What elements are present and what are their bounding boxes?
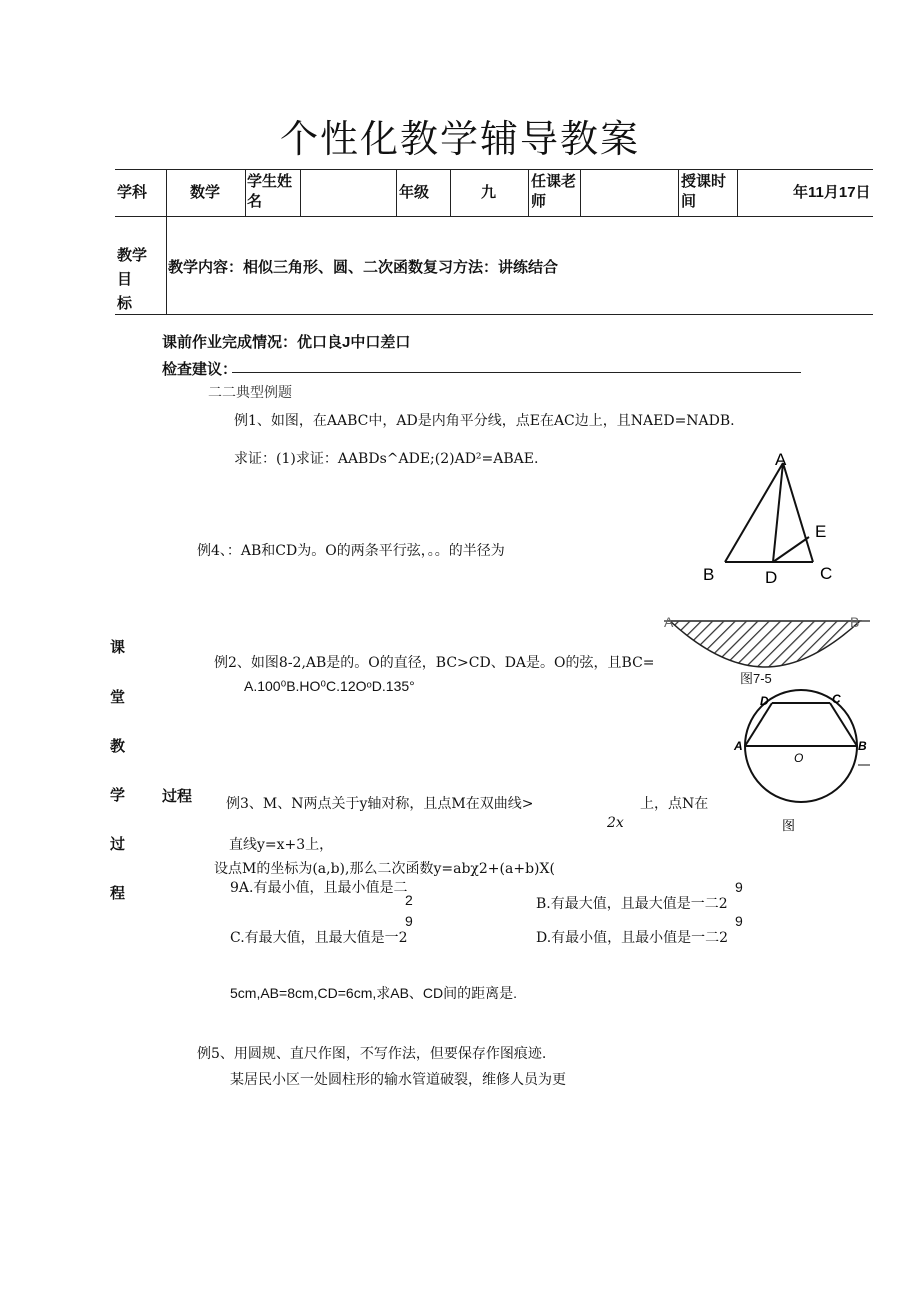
class-time-label-line2: 间 bbox=[681, 193, 697, 210]
example-5-line1: 例5、用圆规、直尺作图，不写作法，但要保存作图痕迹. bbox=[197, 1046, 547, 1062]
triangle-label-d: D bbox=[765, 568, 778, 587]
option-b-numerator: 9 bbox=[735, 879, 743, 895]
example-3-line3: 设点M的坐标为(a,b),那么二次函数y=abχ2+(a+b)X( bbox=[214, 861, 555, 877]
goal-content: 教学内容：相似三角形、圆、二次函数复习方法：讲练结合 bbox=[168, 259, 559, 276]
table-top-border bbox=[115, 169, 873, 170]
example-2-options: A.100⁰B.HO⁰C.12OᵒD.135° bbox=[244, 678, 415, 694]
goal-label-line1: 教学 bbox=[117, 247, 148, 264]
option-d: D.有最小值，且最小值是一二2 bbox=[536, 930, 729, 946]
goal-label-line2: 目 bbox=[117, 271, 133, 288]
example-3-line2: 直线y=x+3上， bbox=[229, 837, 334, 853]
example-4-line1: 例4、：AB和CD为。O的两条平行弦，。。的半径为 bbox=[197, 543, 505, 559]
circle-caption: 图 bbox=[782, 818, 796, 833]
pipe-label-a: A bbox=[664, 614, 674, 630]
table-row-divider bbox=[115, 216, 873, 217]
table-bottom-border bbox=[115, 314, 873, 315]
check-suggestion-underline bbox=[232, 372, 801, 373]
homework-status: 课前作业完成情况：优口良J中口差口 bbox=[162, 334, 411, 351]
example-1-line2: 求证：(1)求证：AABDs^ADE;(2)AD²=ABAE. bbox=[234, 451, 539, 467]
table-col-divider bbox=[678, 169, 679, 216]
table-col-divider bbox=[245, 169, 246, 216]
class-time-label bbox=[681, 172, 726, 212]
circle-label-a: A bbox=[734, 739, 743, 753]
example-1-line1: 例1、如图，在AABC中，AD是内角平分线，点E在AC边上，且NAED=NADB. bbox=[234, 413, 735, 429]
option-c-numerator: 9 bbox=[405, 913, 413, 929]
circle-label-b: B bbox=[858, 739, 867, 753]
triangle-figure bbox=[695, 445, 845, 590]
student-name-label-line2: 名 bbox=[247, 193, 263, 210]
side-char-5: 过 bbox=[110, 836, 126, 853]
side-char-4: 学 bbox=[110, 787, 126, 804]
teacher-label-line2: 师 bbox=[531, 193, 547, 210]
option-c: C.有最大值，且最大值是一2 bbox=[230, 930, 408, 946]
example-5-line2: 某居民小区一处圆柱形的输水管道破裂，维修人员为更 bbox=[230, 1072, 566, 1088]
side-char-2: 堂 bbox=[110, 689, 126, 706]
example-3-line1: 例3、M、N两点关于y轴对称，且点M在双曲线> bbox=[226, 796, 534, 812]
table-col-divider bbox=[580, 169, 581, 216]
class-date-value: 年11月17日 bbox=[793, 184, 871, 201]
circle-label-c: C bbox=[832, 692, 841, 706]
side-char-3: 教 bbox=[110, 738, 126, 755]
example-3-line1b: 上，点N在 bbox=[640, 796, 709, 812]
table-col-divider bbox=[396, 169, 397, 216]
subject-label: 学科 bbox=[117, 184, 148, 201]
pipe-caption: 图7-5 bbox=[740, 671, 772, 686]
circle-label-d: D bbox=[760, 694, 769, 708]
option-b: B.有最大值，且最大值是一二2 bbox=[536, 896, 728, 912]
triangle-label-c: C bbox=[820, 564, 833, 583]
class-time-label-line1: 授课时 bbox=[681, 173, 727, 190]
example-4-continuation: 5cm,AB=8cm,CD=6cm,求AB、CD间的距离是. bbox=[230, 985, 518, 1001]
grade-value: 九 bbox=[481, 184, 497, 201]
pipe-label-b: B bbox=[850, 614, 860, 630]
example-2-line1: 例2、如图8-2,AB是的。O的直径，BC>CD、DA是。O的弦，且BC= bbox=[214, 655, 655, 671]
teacher-label bbox=[531, 172, 576, 212]
table-col-divider bbox=[166, 169, 167, 314]
circle-label-o: O bbox=[794, 751, 804, 765]
table-col-divider bbox=[737, 169, 738, 216]
side-char-1: 课 bbox=[110, 639, 126, 656]
grade-label: 年级 bbox=[399, 184, 430, 201]
subject-value: 数学 bbox=[190, 184, 221, 201]
triangle-label-e: E bbox=[815, 522, 827, 541]
goal-label-line3: 标 bbox=[117, 295, 133, 312]
teacher-label-line1: 任课老 bbox=[531, 173, 577, 190]
circle-figure bbox=[730, 688, 875, 836]
student-name-label bbox=[247, 172, 292, 212]
table-col-divider bbox=[528, 169, 529, 216]
goal-label bbox=[117, 244, 147, 316]
option-d-numerator: 9 bbox=[735, 913, 743, 929]
check-suggestion-label: 检查建议： bbox=[162, 361, 238, 378]
table-col-divider bbox=[450, 169, 451, 216]
student-name-label-line1: 学生姓 bbox=[247, 173, 293, 190]
section-heading: 二二典型例题 bbox=[208, 385, 292, 401]
option-a-denominator: 2 bbox=[405, 892, 413, 908]
pipe-figure bbox=[660, 605, 875, 695]
process-label: 过程 bbox=[162, 788, 193, 805]
side-char-6: 程 bbox=[110, 885, 126, 902]
table-col-divider bbox=[300, 169, 301, 216]
option-a: 9A.有最小值，且最小值是二 bbox=[230, 880, 408, 896]
triangle-label-a: A bbox=[775, 450, 787, 469]
example-3-fraction: 2x bbox=[607, 815, 624, 831]
page-title: 个性化教学辅导教案 bbox=[279, 117, 640, 161]
triangle-label-b: B bbox=[703, 565, 715, 584]
